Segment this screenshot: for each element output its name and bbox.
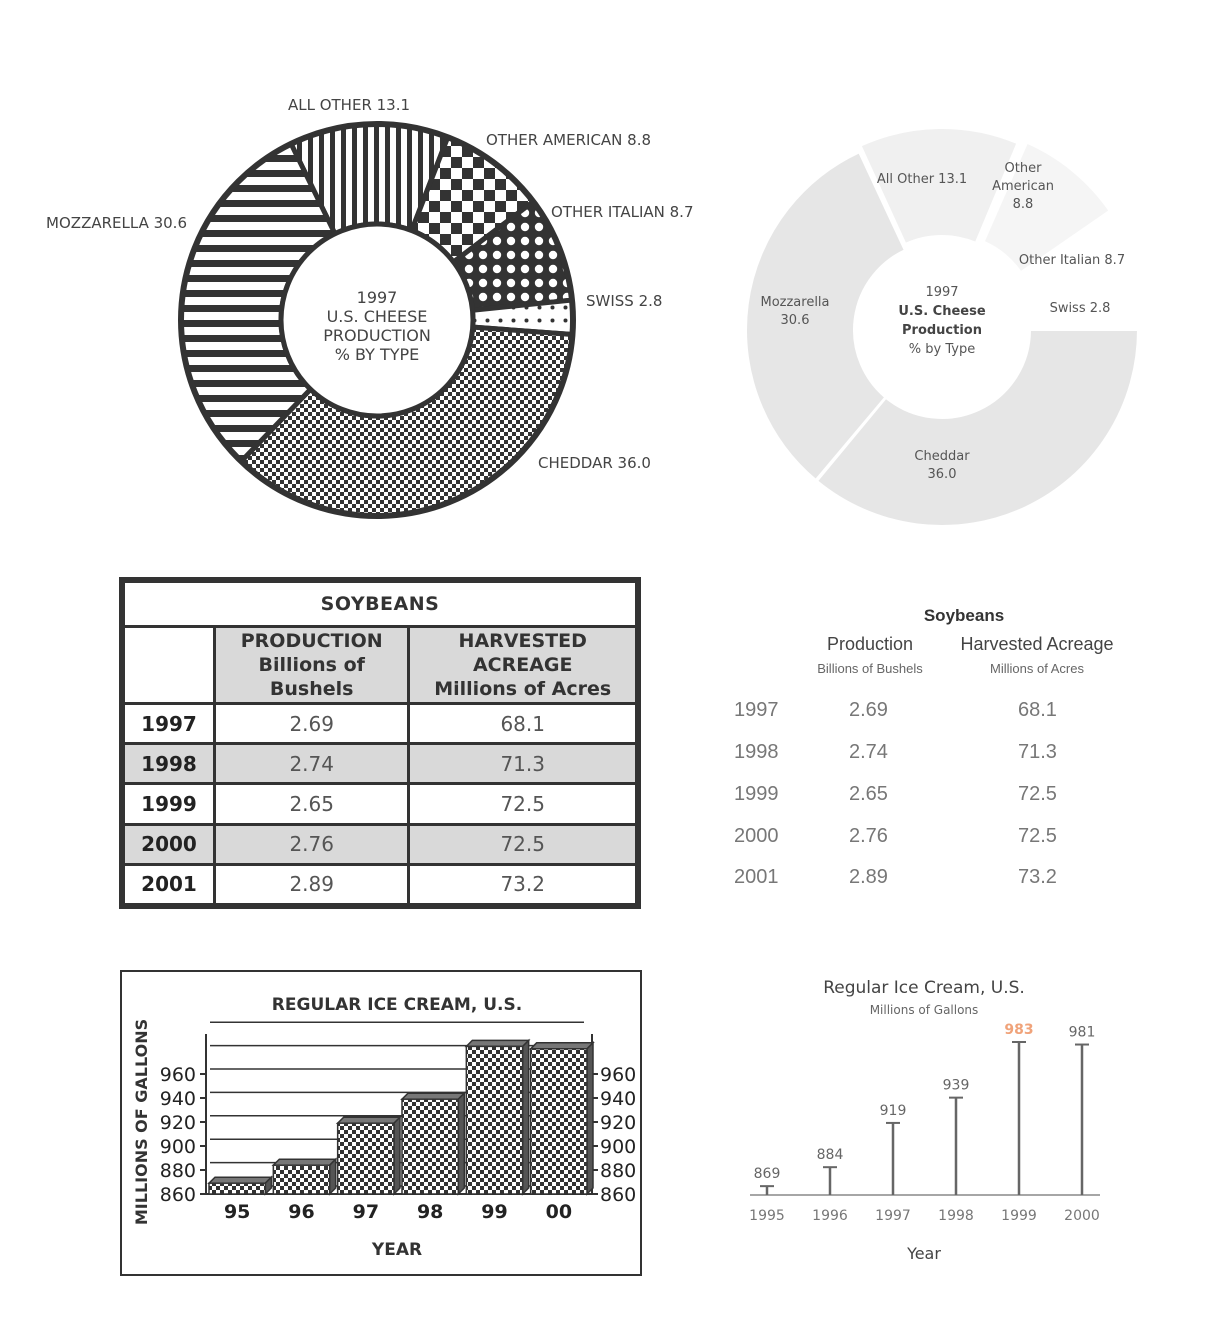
column-header-main: Harvested Acreage	[960, 634, 1114, 654]
row-production: 2.89	[215, 864, 409, 904]
slice-other-american-label: OTHER AMERICAN 8.8	[486, 131, 652, 149]
column-header-main: PRODUCTION	[240, 630, 383, 652]
slice-swiss-label: Swiss 2.8	[1049, 301, 1111, 316]
column-header-production	[215, 627, 409, 704]
y-tick-label-left: 860	[159, 1184, 196, 1206]
column-header-main: Production	[826, 634, 914, 654]
soybeans-table-boxed	[119, 577, 641, 909]
y-tick-label-right: 940	[600, 1088, 637, 1110]
x-tick-label: 96	[288, 1201, 315, 1223]
lollipop-plot	[749, 1022, 1100, 1224]
table-row	[124, 864, 637, 904]
row-acreage: 71.3	[409, 744, 637, 784]
plain-row-production: 2.76	[849, 825, 888, 847]
slice-other-italian-label: Other Italian 8.7	[1018, 253, 1126, 268]
plain-row-production: 2.89	[849, 866, 888, 888]
bar	[466, 1040, 528, 1194]
bar	[209, 1177, 271, 1194]
value-label: 939	[942, 1077, 970, 1094]
slice-cheddar	[817, 330, 1138, 526]
y-tick-label-left: 920	[159, 1112, 196, 1134]
table-row	[124, 784, 637, 824]
plain-row-acreage: 71.3	[1018, 741, 1057, 763]
x-tick-label: 1999	[1001, 1208, 1037, 1224]
slice-cheddar-label: Cheddar	[914, 449, 970, 464]
plain-column-header-acreage	[952, 634, 1122, 676]
y-tick-label-right: 920	[600, 1112, 637, 1134]
x-tick-label: 1997	[875, 1208, 911, 1224]
value-label: 919	[879, 1102, 907, 1119]
plain-row-acreage: 72.5	[1018, 783, 1057, 805]
table-row	[124, 824, 637, 864]
table-corner-blank	[124, 627, 215, 704]
x-tick-label: 97	[352, 1201, 380, 1223]
cheese-donut-gray	[720, 110, 1170, 540]
row-year: 2001	[124, 864, 215, 904]
row-year: 2000	[124, 824, 215, 864]
x-tick-label: 2000	[1064, 1208, 1100, 1224]
ice-bar-xlabel: YEAR	[371, 1240, 423, 1260]
donut1-center-line3: PRODUCTION	[323, 326, 431, 345]
plain-row-year: 2001	[734, 866, 779, 888]
column-header-sub: Billions of Bushels	[817, 661, 923, 676]
x-tick-label: 1998	[938, 1208, 974, 1224]
slice-cheddar-label: CHEDDAR 36.0	[538, 454, 651, 472]
x-tick-label: 98	[416, 1201, 444, 1223]
table-row	[124, 704, 637, 744]
column-header-acreage	[409, 627, 637, 704]
bar	[402, 1093, 464, 1194]
plain-row-production: 2.65	[849, 783, 888, 805]
x-tick-label: 00	[545, 1201, 573, 1223]
ice-bar-plot	[160, 1022, 637, 1223]
column-header-main: HARVESTED ACREAGE	[458, 630, 587, 676]
y-tick-label-left: 960	[159, 1064, 196, 1086]
slice-mozzarella-label: 30.6	[780, 313, 810, 328]
plain-row-acreage: 72.5	[1018, 825, 1057, 847]
column-header-sub: Millions of Acres	[434, 678, 612, 700]
row-acreage: 72.5	[409, 824, 637, 864]
column-header-sub: Billions of Bushels	[258, 654, 365, 700]
plain-row-production: 2.69	[849, 699, 888, 721]
ice-bar-title: REGULAR ICE CREAM, U.S.	[271, 995, 523, 1015]
lollipop-subtitle: Millions of Gallons	[869, 1003, 979, 1017]
donut2-center-line1: 1997	[925, 285, 959, 300]
slice-swiss-label: SWISS 2.8	[586, 292, 663, 310]
bar	[338, 1117, 400, 1194]
value-label: 983	[1004, 1022, 1034, 1038]
bar	[273, 1159, 335, 1194]
row-year: 1999	[124, 784, 215, 824]
slice-mozzarella-label: Mozzarella	[760, 295, 830, 310]
slice-mozzarella-label: MOZZARELLA 30.6	[46, 214, 187, 232]
plain-row-year: 1999	[734, 783, 779, 805]
x-tick-label: 99	[481, 1201, 508, 1223]
slice-other-american-label: 8.8	[1012, 197, 1034, 212]
ice-bar-ylabel: MILLIONS OF GALLONS	[132, 1018, 151, 1226]
x-tick-label: 95	[223, 1201, 251, 1223]
plain-row-year: 2000	[734, 825, 779, 847]
slice-other-american-label: American	[992, 179, 1054, 194]
donut1-center-line1: 1997	[356, 288, 398, 307]
value-label: 884	[816, 1147, 844, 1164]
y-tick-label-right: 880	[600, 1160, 637, 1182]
donut2-center-line2: U.S. Cheese	[898, 304, 986, 319]
slice-all-other-label: ALL OTHER 13.1	[287, 96, 411, 114]
y-tick-label-right: 900	[600, 1136, 637, 1158]
plain-column-header-production	[790, 634, 950, 676]
y-tick-label-left: 900	[159, 1136, 196, 1158]
plain-row-year: 1997	[734, 699, 779, 721]
slice-other-american-label: Other	[1004, 161, 1042, 176]
row-acreage: 73.2	[409, 864, 637, 904]
slice-all-other-label: All Other 13.1	[876, 172, 968, 187]
plain-row-acreage: 73.2	[1018, 866, 1057, 888]
row-acreage: 68.1	[409, 704, 637, 744]
ice-cream-bar-chart	[120, 970, 642, 1276]
y-tick-label-right: 860	[600, 1184, 637, 1206]
cheese-donut-patterned	[0, 80, 740, 550]
x-tick-label: 1995	[749, 1208, 785, 1224]
soybeans-plain-title: Soybeans	[923, 606, 1005, 625]
donut2-center-line3: Production	[902, 323, 982, 338]
row-production: 2.76	[215, 824, 409, 864]
ice-cream-lollipop-chart	[730, 970, 1120, 1270]
slice-other-italian-label: OTHER ITALIAN 8.7	[551, 203, 694, 221]
value-label: 869	[753, 1166, 781, 1183]
y-tick-label-left: 880	[159, 1160, 196, 1182]
lollipop-title: Regular Ice Cream, U.S.	[823, 978, 1025, 998]
row-year: 1997	[124, 704, 215, 744]
row-acreage: 72.5	[409, 784, 637, 824]
x-tick-label: 1996	[812, 1208, 848, 1224]
row-production: 2.65	[215, 784, 409, 824]
soybeans-table-title: SOYBEANS	[124, 582, 637, 627]
plain-row-production: 2.74	[849, 741, 888, 763]
bar	[531, 1043, 593, 1194]
plain-row-acreage: 68.1	[1018, 699, 1057, 721]
value-label: 981	[1068, 1024, 1096, 1041]
donut1-center-line4: % BY TYPE	[334, 345, 420, 364]
donut1-center-line2: U.S. CHEESE	[326, 307, 428, 326]
lollipop-xlabel: Year	[907, 1244, 941, 1263]
donut2-center-line4: % by Type	[908, 342, 976, 357]
row-production: 2.69	[215, 704, 409, 744]
row-year: 1998	[124, 744, 215, 784]
row-production: 2.74	[215, 744, 409, 784]
y-tick-label-left: 940	[159, 1088, 196, 1110]
table-row	[124, 744, 637, 784]
soybeans-table-plain	[722, 600, 1142, 900]
y-tick-label-right: 960	[600, 1064, 637, 1086]
plain-row-year: 1998	[734, 741, 779, 763]
column-header-sub: Millions of Acres	[990, 661, 1084, 676]
slice-cheddar-label: 36.0	[927, 467, 957, 482]
